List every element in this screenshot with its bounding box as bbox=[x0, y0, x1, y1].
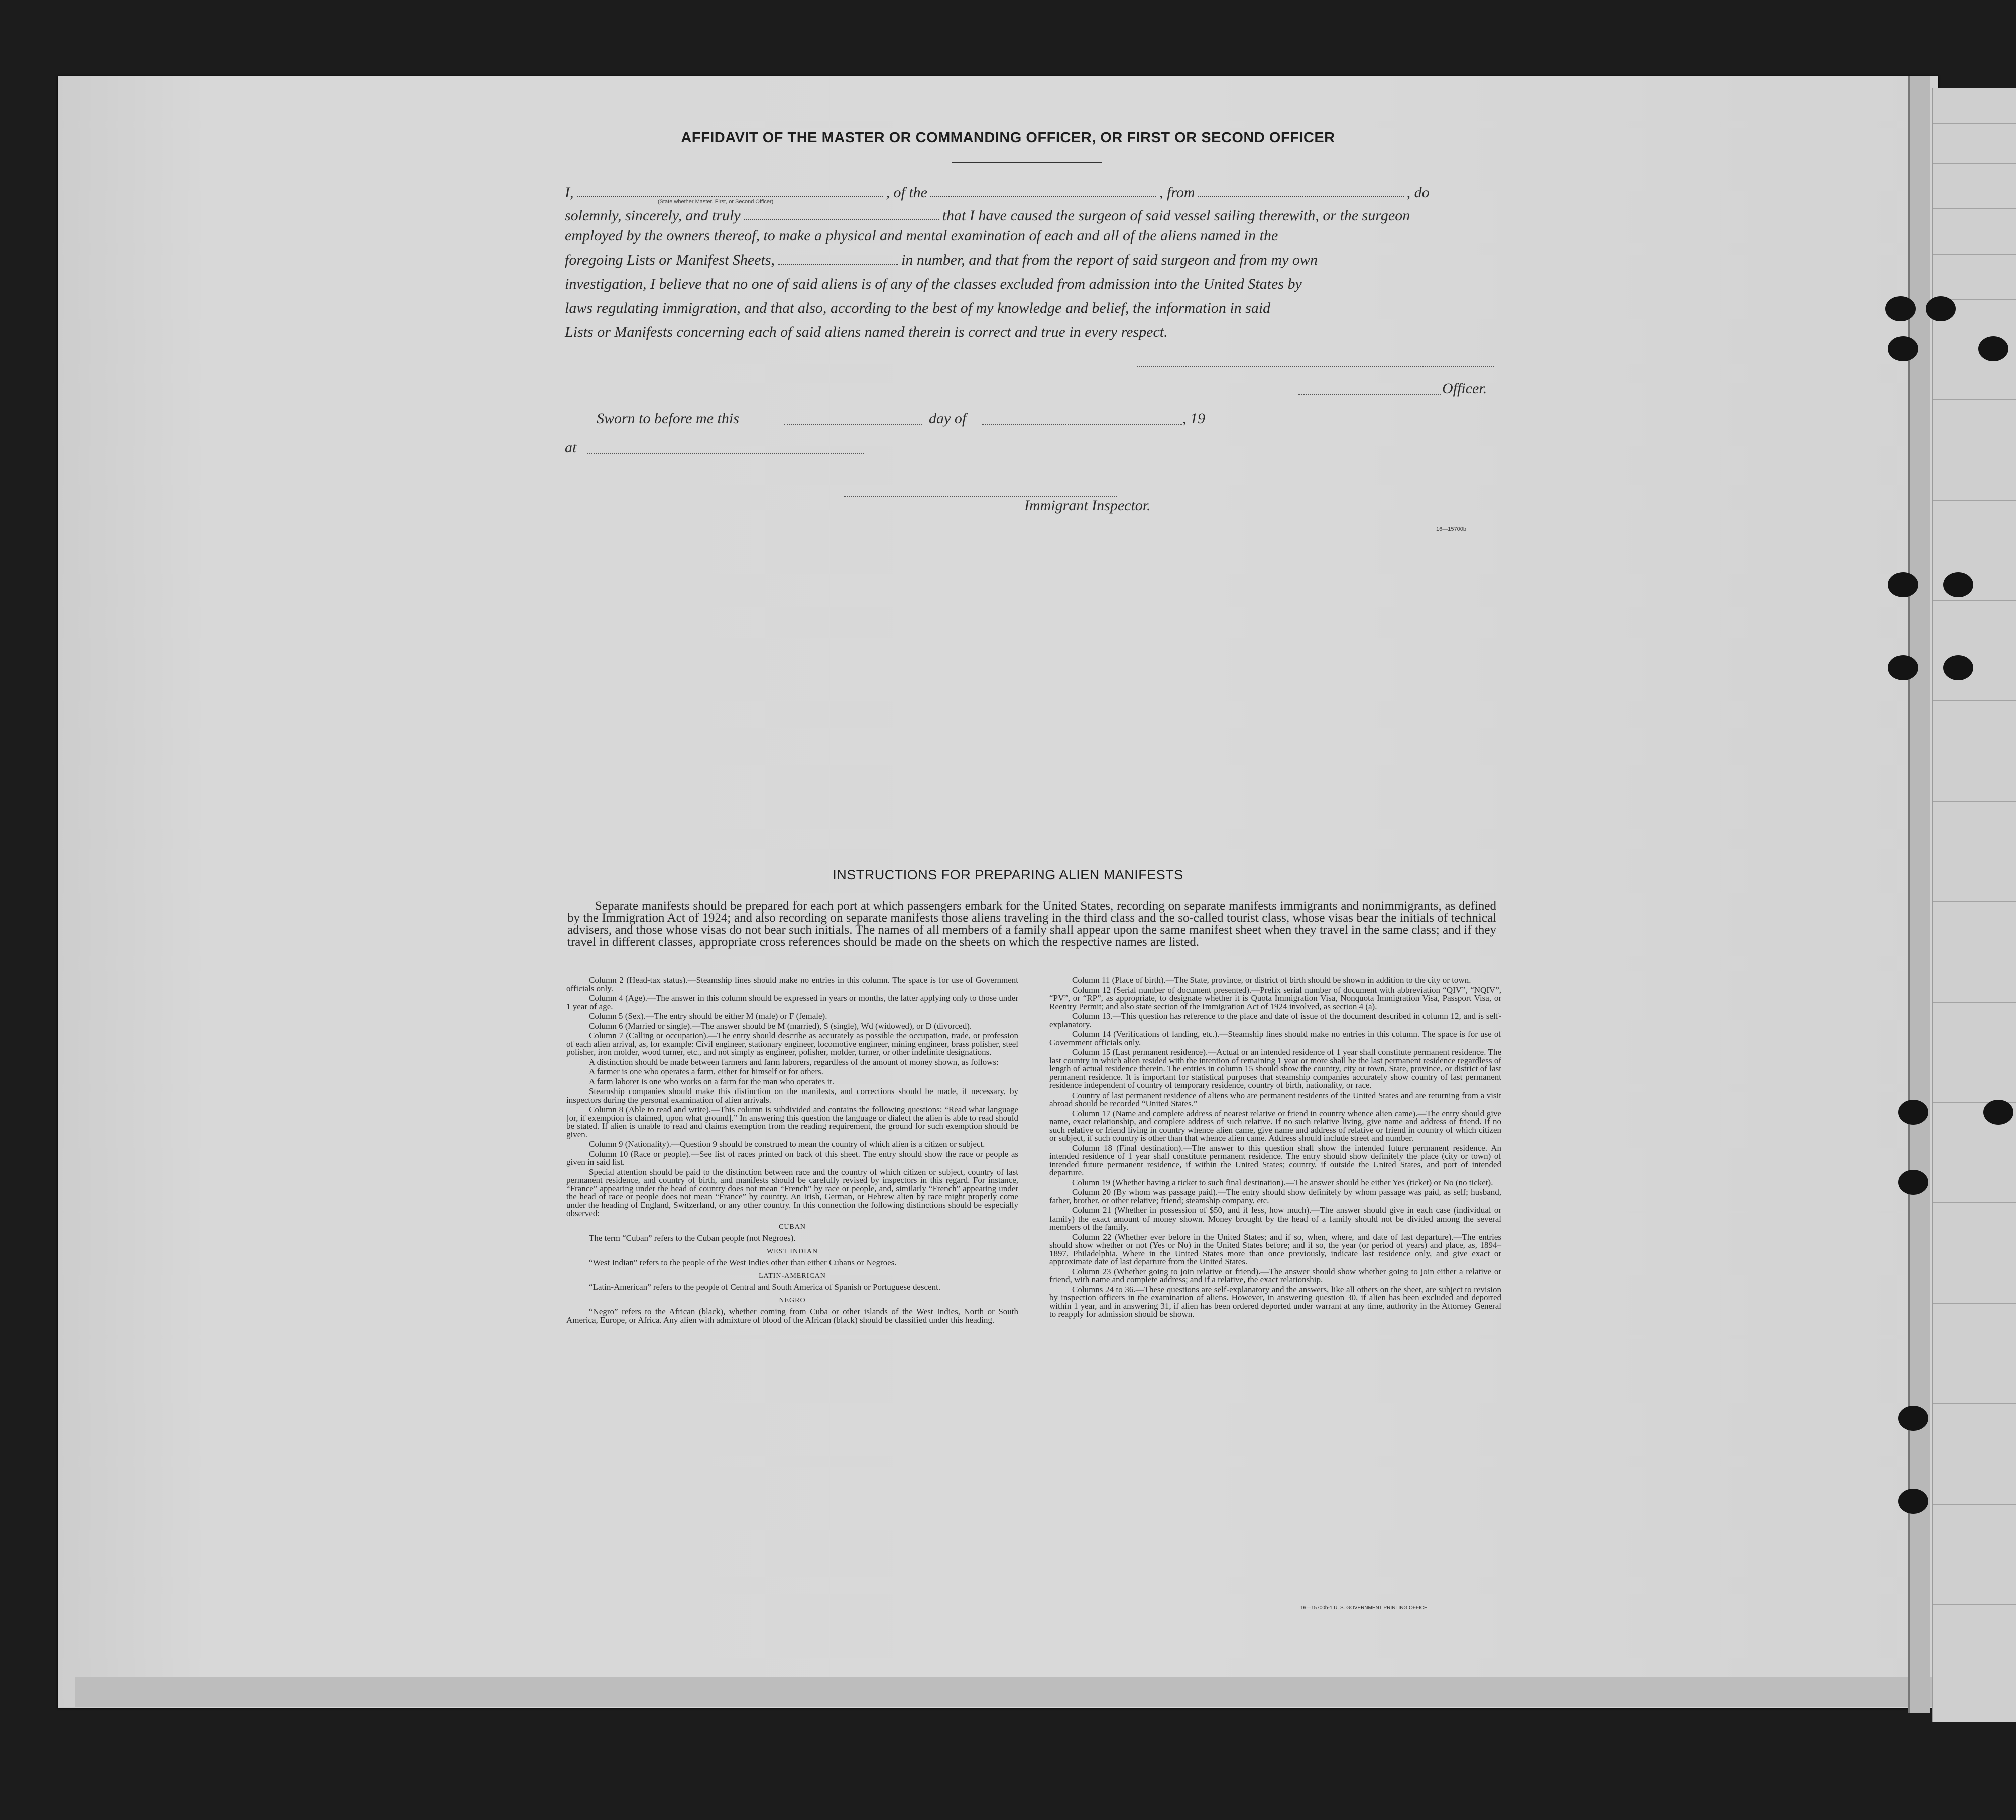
punch-hole bbox=[1898, 1100, 1928, 1125]
at-label: at bbox=[565, 439, 577, 456]
instruction-paragraph: Column 18 (Final destination).—The answer to this question shall show the intended future permanent residence. An intended residence of 1 year shall constitute permanent residence. The entry should show definitely the place (city or town) of intended future permanent residence, if within the United States; country, if outside the United States, and port of intended departure. bbox=[1049, 1143, 1501, 1177]
instruction-paragraph: A distinction should be made between farmers and farm laborers, regardless of the amount of money shown, as follows: bbox=[589, 1057, 999, 1067]
instruction-paragraph: Column 8 (Able to read and write).—This column is subdivided and contains the following questions: “Read what language [or, if exemption is claimed, upon what ground].” In answering this question the language or dialect the alien is able to read should be stated. If alien is unable to read and claims exemption from the reading requirement, the ground for such exemption should be given. bbox=[566, 1105, 1018, 1139]
instruction-paragraph: Column 19 (Whether having a ticket to such final destination).—The answer should be either Yes (ticket) or No (no ticket). bbox=[1072, 1177, 1493, 1187]
affidavit-line-2: solemnly, sincerely, and truly that I have caused the surgeon of said vessel sailing therewith, or the surgeon bbox=[565, 207, 1410, 224]
negro-heading: NEGRO bbox=[779, 1296, 806, 1304]
punch-hole bbox=[1898, 1406, 1928, 1431]
instructions-right-column bbox=[1049, 976, 1501, 1320]
affidavit-line-4: foregoing Lists or Manifest Sheets, in number, and that from the report of said surgeon and from my own bbox=[565, 252, 1318, 268]
affidavit-line-5: investigation, I believe that no one of said aliens is of any of the classes excluded from admission into the United States by bbox=[565, 276, 1302, 292]
punch-hole bbox=[1926, 296, 1956, 321]
signature-line bbox=[1137, 365, 1494, 367]
instruction-paragraph: Column 6 (Married or single).—The answer should be M (married), S (single), Wd (widowed), or D (divorced). bbox=[589, 1021, 972, 1031]
binder-spine bbox=[1908, 76, 1930, 1713]
instruction-paragraph: Column 4 (Age).—The answer in this column should be expressed in years or months, the latter applying only to those under 1 year of age. bbox=[566, 993, 1018, 1011]
instruction-paragraph: Column 22 (Whether ever before in the United States; and if so, when, where, and date of last departure).—The entries should show whether or not (Yes or No) in the United States before; and if so, the year (or period of years) and place, as, 1894–1897, Philadelphia. Where in the United States more than once previously, indicate last residence only, and give exact or approximate date of last departure from the United States. bbox=[1049, 1232, 1501, 1266]
affidavit-title: AFFIDAVIT OF THE MASTER OR COMMANDING OFFICER, OR FIRST OR SECOND OFFICER bbox=[681, 130, 1335, 146]
instruction-paragraph: Steamship companies should make this distinction on the manifests, and corrections should be made, if necessary, by inspectors during the personal examination of alien arrivals. bbox=[566, 1086, 1018, 1105]
instruction-paragraph: Column 17 (Name and complete address of nearest relative or friend in country whence alien came).—The entry should give name, exact relationship, and complete address of such relative. If no such relative living, give name and address of friend. If no such relative or friend living in country whence alien came, give name and address of relative or friend in country of which citizen or subject, if such country is other than that whence alien came. Address should include street and number. bbox=[1049, 1108, 1501, 1143]
latin-american-text: “Latin-American” refers to the people of Central and South America of Spanish or Portuguese descent. bbox=[589, 1282, 941, 1292]
instruction-paragraph: Columns 24 to 36.—These questions are self-explanatory and the answers, like all others on the sheet, are subject to revision by inspection officers in the examination of aliens. However, in answering question 30, if alien has been excluded and deported within 1 year, and in answering 31, if alien has been ordered deported under warrant at any time, authority in the Attorney General to reapply for admission should be shown. bbox=[1049, 1284, 1501, 1319]
instruction-paragraph: Column 12 (Serial number of document presented).—Prefix serial number of document with abbreviation “QIV”, “NQIV”, “PV”, or “RP”, as appropriate, to designate whether it is Quota Immigration Visa, Nonquota Immigration Visa, Passport Visa, or Reentry Permit; and also state section of the Immigration Act of 1924 involved, as section 4 (a). bbox=[1049, 985, 1501, 1011]
officer-rank-note: (State whether Master, First, or Second Officer) bbox=[658, 199, 774, 205]
instruction-paragraph: Column 13.—This question has reference to the place and date of issue of the document described in column 12, and is self-explanatory. bbox=[1049, 1011, 1501, 1029]
at-line bbox=[587, 452, 864, 454]
sworn-day-line bbox=[784, 423, 922, 425]
instruction-paragraph: Special attention should be paid to the distinction between race and the country of which citizen or subject, country of last permanent residence, and country of birth, and manifests should be carefully revised by inspectors in this regard. For instance, “France” appearing under the head of country does not mean “French” by race or people, and, similarly “French” appearing under the head of race or people does not mean “France” by country. An Irish, German, or Hebrew alien by race might properly come under the heading of England, Switzerland, or any other country. In this connection the following distinctions should be especially observed: bbox=[566, 1167, 1018, 1218]
instruction-paragraph: Column 10 (Race or people).—See list of races printed on back of this sheet. The entry should show the race or people as given in said list. bbox=[566, 1149, 1018, 1167]
punch-hole bbox=[1943, 572, 1973, 597]
instructions-title: INSTRUCTIONS FOR PREPARING ALIEN MANIFESTS bbox=[833, 867, 1183, 882]
punch-hole bbox=[1978, 336, 2008, 361]
negro-text: “Negro” refers to the African (black), whether coming from Cuba or other islands of the West Indies, North or South America, Europe, or Africa. Any alien with admixture of blood of the African (black) should be classified under this heading. bbox=[566, 1307, 1018, 1325]
affidavit-line-1: I, , of the , from , do bbox=[565, 184, 1430, 201]
instruction-paragraph: Column 2 (Head-tax status).—Steamship lines should make no entries in this column. The space is for use of Government officials only. bbox=[566, 975, 1018, 993]
printer-footer: 16—15700b-1 U. S. GOVERNMENT PRINTING OFFICE bbox=[1300, 1605, 1428, 1611]
instruction-paragraph: Column 23 (Whether going to join relative or friend).—The answer should show whether going to join either a relative or friend, with name and complete address; and if a relative, the exact relationship. bbox=[1049, 1266, 1501, 1284]
instruction-paragraph: A farmer is one who operates a farm, either for himself or for others. bbox=[589, 1067, 823, 1076]
instruction-paragraph: Column 15 (Last permanent residence).—Actual or an intended residence of 1 year shall constitute permanent residence. The last country in which alien resided with the intention of remaining 1 year or more shall be the last permanent residence regardless of length of actual residence therein. The entries in column 15 should show the country, city or town, State, province, or district of last permanent residence. It is important for statistical purposes that steamship companies accurately show country of last permanent residence independent of country of temporary residence, country of birth, nationality, or race. bbox=[1049, 1047, 1501, 1090]
punch-hole bbox=[1943, 655, 1973, 680]
cuban-text: The term “Cuban” refers to the Cuban people (not Negroes). bbox=[589, 1233, 796, 1243]
instructions-left-column bbox=[566, 976, 1018, 1326]
instruction-paragraph: Column 11 (Place of birth).—The State, province, or district of birth should be shown in addition to the city or town. bbox=[1072, 975, 1471, 985]
punch-hole bbox=[1888, 572, 1918, 597]
affidavit-line-3: employed by the owners thereof, to make a physical and mental examination of each and all of the aliens named in the bbox=[565, 227, 1278, 244]
instruction-paragraph: A farm laborer is one who works on a farm for the man who operates it. bbox=[589, 1076, 835, 1086]
punch-hole bbox=[1898, 1170, 1928, 1195]
officer-label: Officer. bbox=[1442, 380, 1487, 397]
inspector-line bbox=[844, 495, 1117, 497]
instruction-paragraph: Column 21 (Whether in possession of $50, and if less, how much).—The answer should give in each case (individual or family) the exact amount of money shown. Money brought by the head of a family should not be divided among the several members of the family. bbox=[1049, 1205, 1501, 1232]
west-indian-text: “West Indian” refers to the people of the West Indies other than either Cubans or Negroes. bbox=[589, 1258, 897, 1267]
punch-hole bbox=[1885, 296, 1916, 321]
sworn-text: Sworn to before me this bbox=[597, 410, 739, 427]
west-indian-heading: WEST INDIAN bbox=[766, 1247, 818, 1255]
sworn-year: , 19 bbox=[1182, 410, 1205, 427]
instruction-paragraph: Column 9 (Nationality).—Question 9 should be construed to mean the country of which alien is a citizen or subject. bbox=[589, 1139, 985, 1149]
instruction-paragraph: Column 7 (Calling or occupation).—The entry should describe as accurately as possible the occupation, trade, or profession of each alien arrival, as, for example: Civil engineer, stationary engineer, locomotive engineer, mining engineer, brass polisher, steel polisher, iron molder, wood turner, etc., and not simply as engineer, polisher, molder, turner, or other indefinite designations. bbox=[566, 1031, 1018, 1057]
sworn-month-line bbox=[982, 423, 1182, 425]
latin-american-heading: LATIN-AMERICAN bbox=[759, 1272, 826, 1280]
officer-line bbox=[1298, 393, 1441, 395]
page-edge bbox=[75, 1677, 1933, 1707]
instruction-paragraph: Column 14 (Verifications of landing, etc.).—Steamship lines should make no entries in this column. The space is for use of Government officials only. bbox=[1049, 1029, 1501, 1047]
adjacent-page-strip bbox=[1932, 88, 2016, 1722]
punch-hole bbox=[1983, 1100, 2013, 1125]
instruction-paragraph: Country of last permanent residence of aliens who are permanent residents of the United States and are returning from a visit abroad should be recorded “United States.” bbox=[1049, 1090, 1501, 1108]
instructions-intro: Separate manifests should be prepared for each port at which passengers embark for the United States, recording on separate manifests immigrants and nonimmigrants, as defined by the Immigration Act of 1924; and also recording on separate manifests those aliens traveling in the third class and the so-called tourist class, whose visas bear the initials of technical advisers, and those whose visas do not bear such initials. The names of all members of a family shall appear upon the same manifest sheet when they travel in the same class; and if they travel in different classes, appropriate cross references should be made on the sheets on which the respective names are listed. bbox=[567, 899, 1496, 949]
inspector-label: Immigrant Inspector. bbox=[1024, 497, 1151, 514]
form-number: 16—15700b bbox=[1436, 526, 1466, 532]
punch-hole bbox=[1888, 655, 1918, 680]
punch-hole bbox=[1888, 336, 1918, 361]
title-divider bbox=[952, 162, 1102, 163]
sworn-day-of: day of bbox=[929, 410, 967, 427]
cuban-heading: CUBAN bbox=[778, 1223, 806, 1231]
punch-hole bbox=[1898, 1489, 1928, 1514]
instruction-paragraph: Column 20 (By whom was passage paid).—The entry should show definitely by whom passage was paid, as self; husband, father, brother, or other relative; friend; steamship company, etc. bbox=[1049, 1187, 1501, 1205]
affidavit-line-7: Lists or Manifests concerning each of said aliens named therein is correct and true in every respect. bbox=[565, 324, 1168, 340]
affidavit-line-6: laws regulating immigration, and that also, according to the best of my knowledge and belief, the information in said bbox=[565, 300, 1271, 316]
instruction-paragraph: Column 5 (Sex).—The entry should be either M (male) or F (female). bbox=[589, 1011, 827, 1021]
